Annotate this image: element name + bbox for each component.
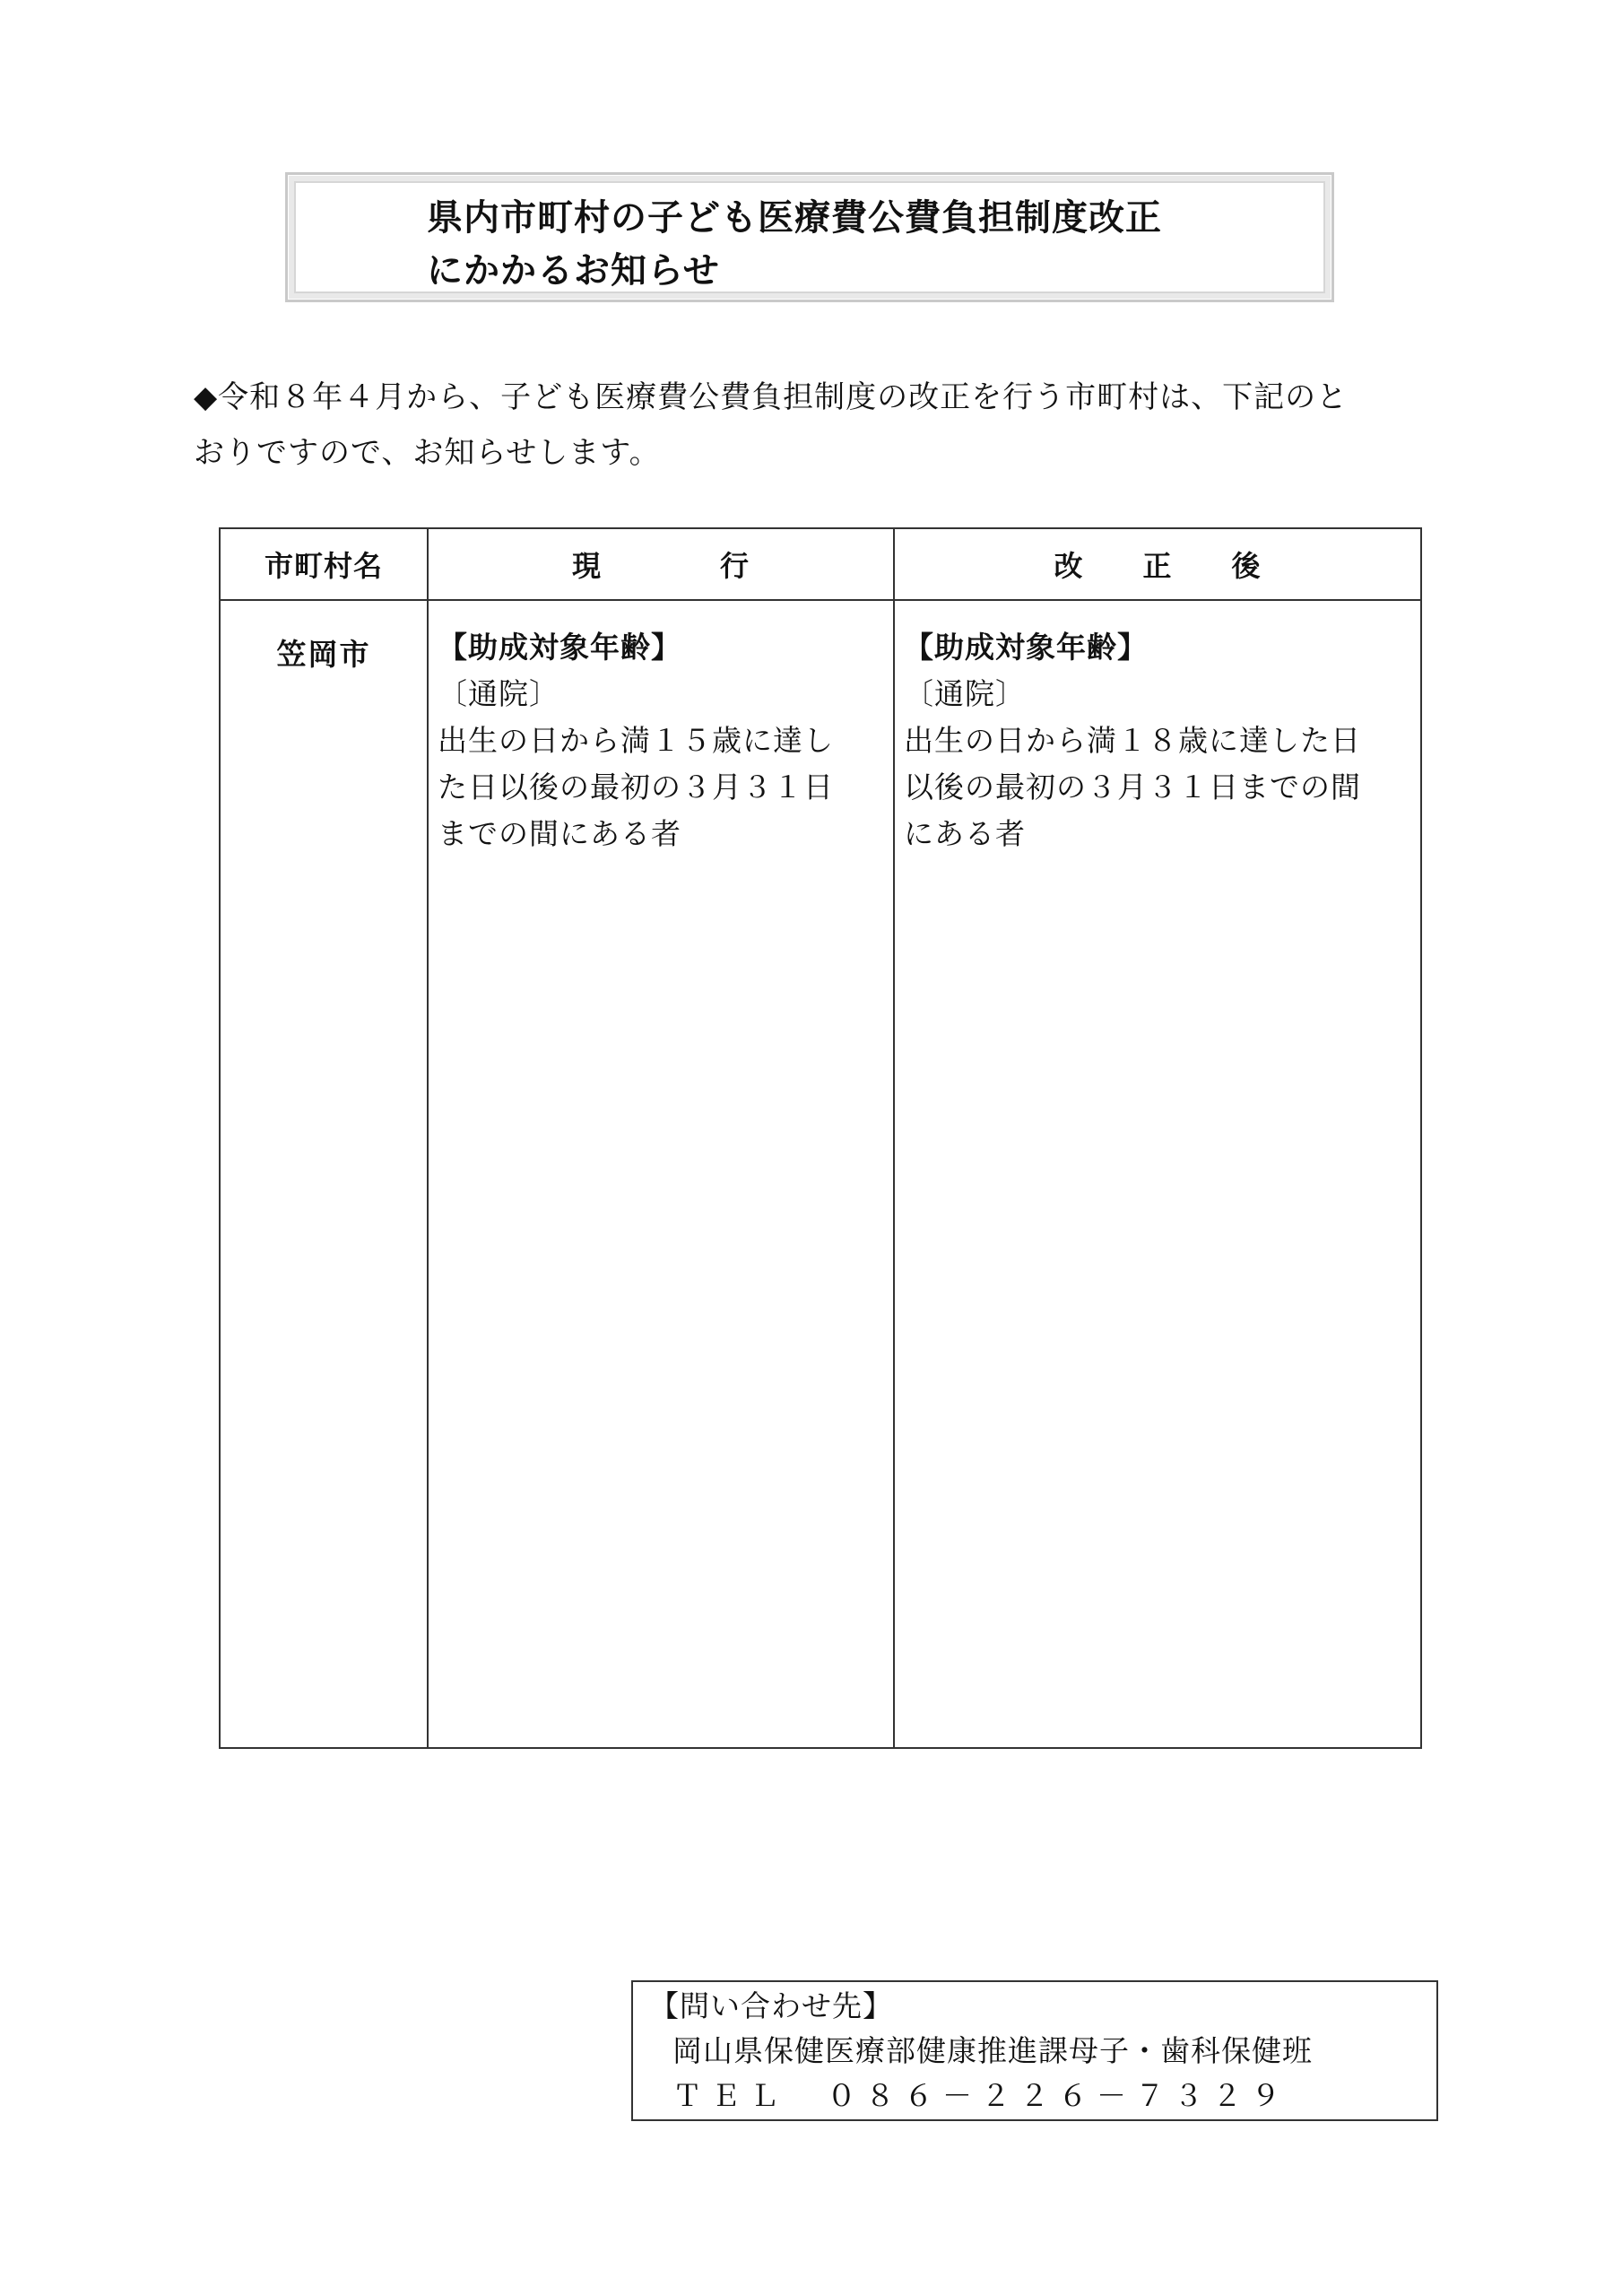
city-name-cell: 笠岡市 [220, 600, 428, 1748]
revision-table [219, 527, 1422, 1749]
header-city: 市町村名 [220, 528, 428, 600]
contact-box [631, 1980, 1438, 2121]
revised-heading: 【助成対象年齢】 [904, 630, 1148, 665]
intro-line-1: ◆令和８年４月から、子ども医療費公費負担制度の改正を行う市町村は、下記のと [194, 379, 1349, 415]
page-title-line-2: にかかるお知らせ [427, 250, 720, 291]
current-line-1: 出生の日から満１５歳に達し [438, 723, 834, 758]
current-detail-cell [428, 600, 894, 1748]
revised-category: 〔通院〕 [904, 676, 1026, 711]
revised-line-1: 出生の日から満１８歳に達した日 [904, 723, 1361, 758]
page-title-line-1: 県内市町村の子ども医療費公費負担制度改正 [427, 197, 1162, 239]
contact-department: 岡山県保健医療部健康推進課母子・歯科保健班 [672, 2033, 1313, 2068]
revised-line-2: 以後の最初の３月３１日までの間 [904, 770, 1361, 804]
table-row [220, 600, 1421, 1748]
header-revised: 改 正 後 [894, 528, 1421, 600]
current-heading: 【助成対象年齢】 [438, 630, 681, 665]
header-current: 現 行 [428, 528, 894, 600]
intro-paragraph [194, 370, 1440, 481]
table-header-row [220, 528, 1421, 600]
contact-label: 【問い合わせ先】 [649, 1988, 893, 2023]
title-box [285, 172, 1334, 302]
current-line-2: た日以後の最初の３月３１日 [438, 770, 834, 804]
current-line-3: までの間にある者 [438, 816, 681, 851]
revised-line-3: にある者 [904, 816, 1026, 851]
revised-detail-cell [894, 600, 1421, 1748]
current-category: 〔通院〕 [438, 676, 559, 711]
intro-line-2: おりですので、お知らせします。 [194, 435, 661, 471]
contact-tel: ＴＥＬ ０８６－２２６－７３２９ [672, 2078, 1289, 2113]
